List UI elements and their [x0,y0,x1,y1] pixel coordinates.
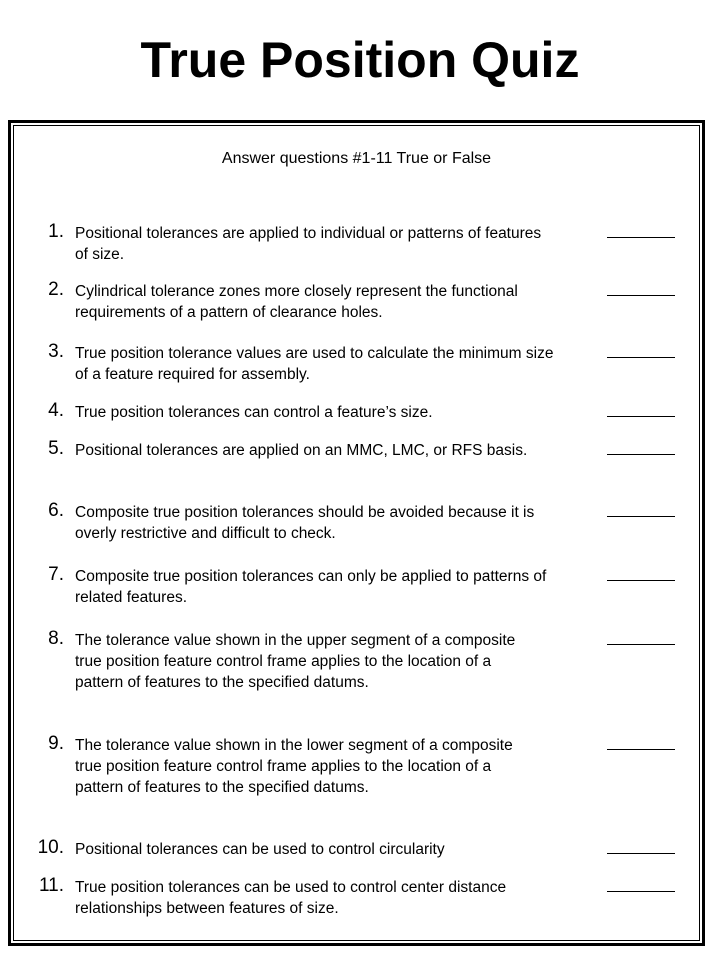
question-text: Positional tolerances are applied on an MMC, LMC, or RFS basis. [75,442,528,459]
page-title: True Position Quiz [140,32,580,88]
answer-blank[interactable] [607,237,675,238]
answer-blank[interactable] [607,644,675,645]
question-number: 5. [48,438,64,459]
question-number: 2. [48,279,64,300]
answer-blank[interactable] [607,580,675,581]
question-text: Cylindrical tolerance zones more closely represent the functional requirements of a pattern of clearance holes. [75,283,518,321]
answer-blank[interactable] [607,295,675,296]
question-number: 10. [37,837,64,858]
answer-blank[interactable] [607,516,675,517]
answer-blank[interactable] [607,853,675,854]
quiz-frame [8,120,705,946]
answer-blank[interactable] [607,357,675,358]
question-number: 3. [48,341,64,362]
question-text: True position tolerances can be used to control center distance relationships between features of size. [75,879,507,917]
question-number: 1. [48,221,64,242]
answer-blank[interactable] [607,749,675,750]
question-text: The tolerance value shown in the upper segment of a composite true position feature control frame applies to the location of a pattern of features to the specified datums. [75,632,516,691]
question-text: True position tolerances can control a feature’s size. [75,404,433,421]
question-text: True position tolerance values are used to calculate the minimum size of a feature required for assembly. [75,345,554,383]
question-number: 11. [38,875,64,896]
answer-blank[interactable] [607,454,675,455]
question-text: Positional tolerances can be used to control circularity [75,841,445,858]
question-number: 4. [48,400,64,421]
instructions: Answer questions #1-11 True or False [221,150,492,167]
question-number: 9. [48,733,64,754]
answer-blank[interactable] [607,891,675,892]
question-number: 8. [48,628,64,649]
question-text: Composite true position tolerances can only be applied to patterns of related features. [75,568,547,606]
question-text: Composite true position tolerances should be avoided because it is overly restrictive and difficult to check. [75,504,535,542]
question-number: 7. [48,564,64,585]
question-text: The tolerance value shown in the lower segment of a composite true position feature control frame applies to the location of a pattern of features to the specified datums. [75,737,513,796]
question-text: Positional tolerances are applied to individual or patterns of features of size. [75,225,542,263]
answer-blank[interactable] [607,416,675,417]
question-number: 6. [48,500,64,521]
